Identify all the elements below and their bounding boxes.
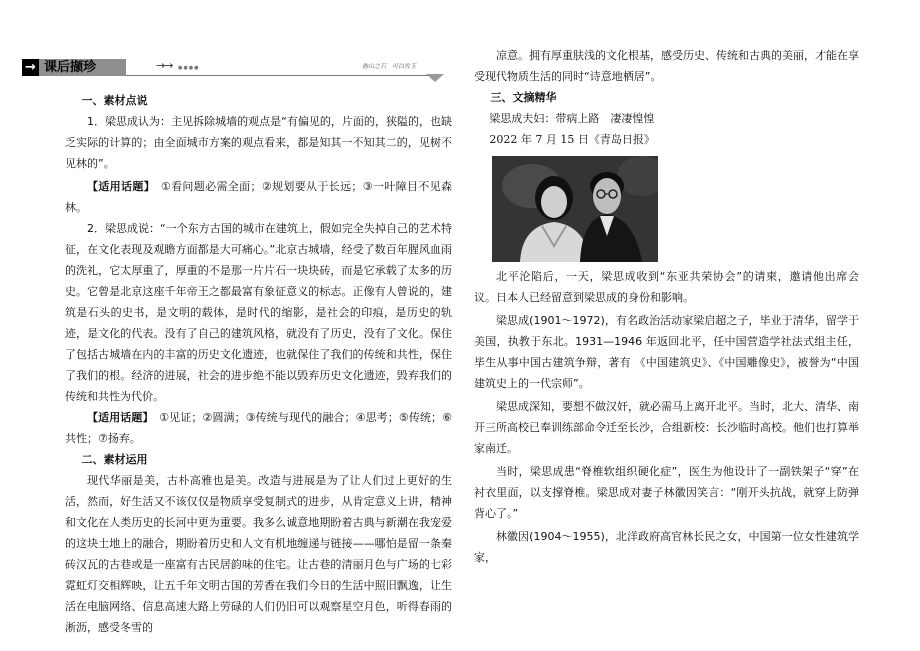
article-title: 梁思成夫妇：带病上路 凄凄惶惶 bbox=[489, 112, 655, 125]
section-3-title: 三、文摘精华 bbox=[490, 91, 557, 104]
banner-triangle-icon bbox=[426, 74, 444, 82]
paragraph: 凉意。拥有厚重肤浅的文化根基，感受历史、传统和古典的美丽，才能在享受现代物质生活的同时“诗意地栖居”。 bbox=[474, 49, 859, 83]
article-date: 2022 年 7 月 15 日《青岛日报》 bbox=[489, 133, 655, 146]
paragraph: 北平沦陷后，一天，梁思成收到“东亚共荣协会”的请柬，邀请他出席会议。日本人已经留意到梁思成的身份和影响。 bbox=[474, 270, 859, 304]
section-2-title: 二、素材运用 bbox=[81, 453, 148, 466]
banner-motto: 他山之石 可以攻玉 bbox=[362, 63, 417, 70]
paragraph: 林徽因(1904～1955)，北洋政府高官林长民之女，中国第一位女性建筑学家， bbox=[474, 530, 859, 564]
portrait-photo bbox=[492, 156, 658, 262]
paragraph: 1．梁思成认为：主见拆除城墙的观点是“有偏见的，片面的，狭隘的，也缺乏实际的计算的；由全面城市方案的观点看来，都是知其一不知其二的，见树不见林的”。 bbox=[65, 115, 452, 170]
dots-decoration: ●●●● bbox=[178, 65, 200, 71]
topic-paragraph bbox=[65, 176, 452, 218]
paragraph: 2．梁思成说：“一个东方古国的城市在建筑上，假如完全失掉自己的艺术特征，在文化表现及观瞻方面都是大可痛心。”北京古城墙，经受了数百年腥风血雨的洗礼，它太厚重了，厚重的不是那一片片石一块块砖，而是它承载了太多的历史。它曾是北京这座千年帝王之都最富有象征意义的标志。正像有人曾说的，建筑是石头的史书，是文明的载体，是时代的缩影，是社会的印痕，是历史的轨迹，是文化的代表。没有了自己的建筑风格，就没有了历史，没有了文化。保住了包括古城墙在内的丰富的历史文化遗迹，也就保住了我们的传统和共性，保住了我们的根。经济的进展，社会的进步绝不能以毁弃历史文化遗迹，毁弃我们的传统和共性为代价。 bbox=[65, 222, 452, 403]
banner-title: 课后撷珍 bbox=[44, 60, 97, 75]
paragraph: 现代华丽是美，古朴高雅也是美。改造与进展是为了让人们过上更好的生活，然而，好生活又不该仅仅是物质享受复制式的进步，从肯定意义上讲，精神和文化在人类历史的长河中更为重要。我多么诚意地期盼着古典与新潮在我宠爱的这块土地上的融合，期盼着历史和人文有机地缠递与链接——哪怕是留一条秦砖汉瓦的古巷或是一座富有古民居韵味的住宅。让古巷的清丽月色与广场的七彩霓虹灯交相辉映，让五千年文明古国的芳香在我们今日的生活中照旧飘逸，让生活在电脑网络、信息高速大路上劳碌的人们仍旧可以观察星空月色，听得春雨的淅沥，感受冬雪的 bbox=[65, 474, 452, 634]
topic-text: ①看问题必需全面；②规划要从于长远；③一叶障目不见森林。 bbox=[65, 180, 452, 214]
section-banner bbox=[22, 59, 440, 77]
left-column bbox=[65, 90, 452, 638]
topic-paragraph bbox=[65, 407, 452, 449]
paragraph: 梁思成(1901～1972)，有名政治活动家梁启超之子，毕业于清华，留学于美国，执教于东北。1931—1946 年返回北平，任中国营造学社法式组主任，毕生从事中国古建筑争辩，著有 《中国建筑史》、《中国雕像史》，被誉为“中国建筑史上的一代宗师”。 bbox=[474, 314, 859, 390]
right-column bbox=[474, 45, 859, 568]
section-1-title: 一、素材点说 bbox=[81, 94, 148, 107]
double-arrow-icon: →→ bbox=[156, 59, 173, 72]
banner-rule bbox=[126, 75, 430, 76]
paragraph: 当时，梁思成患“脊椎软组织硬化症”，医生为他设计了一副铁架子“穿”在衬衣里面，以支撑脊椎。梁思成对妻子林徽因笑言：“刚开头抗战，就穿上防弹背心了。” bbox=[474, 465, 859, 520]
paragraph: 梁思成深知，要想不做汉奸，就必需马上离开北平。当时，北大、清华、南开三所高校已奉训练部命令迁至长沙，合组新校：长沙临时高校。他们也打算举家南迁。 bbox=[474, 400, 859, 455]
topic-label: 【适用话题】 bbox=[87, 411, 149, 424]
topic-text: ①见证；②圆满；③传统与现代的融合；④思考；⑤传统；⑥共性；⑦扬弃。 bbox=[65, 411, 453, 445]
arrow-right-icon: → bbox=[22, 59, 39, 76]
topic-label: 【适用话题】 bbox=[87, 180, 150, 193]
photo-image bbox=[492, 156, 658, 262]
